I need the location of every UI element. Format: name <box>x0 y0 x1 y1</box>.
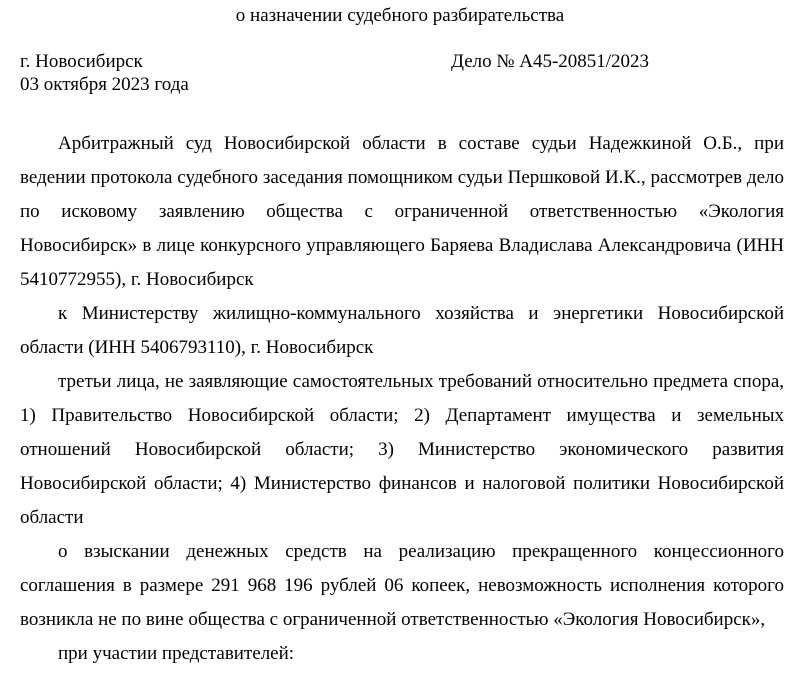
paragraph-defendant: к Министерству жилищно-коммунального хозяйства и энергетики Новосибирской области (ИНН 5406793110), г. Новосибирск <box>20 303 784 358</box>
paragraph-court-composition: Арбитражный суд Новосибирской области в составе судьи Надежкиной О.Б., при ведении протокола судебного заседания помощником судьи Першковой И.К., рассмотрев дело по исковому заявлению общества с ограниченной ответственностью «Экология Новосибирск» в лице конкурсного управляющего Баряева Владислава Александровича (ИНН 5410772955), г. Новосибирск <box>20 133 784 290</box>
document-title: о назначении судебного разбирательства <box>235 5 565 26</box>
paragraph-representatives: при участии представителей: <box>58 643 295 664</box>
city: г. Новосибирск <box>20 51 143 72</box>
case-number: Дело № А45-20851/2023 <box>451 51 650 72</box>
document-date: 03 октября 2023 года <box>20 74 189 95</box>
document-body <box>20 127 784 671</box>
paragraph-claim-subject: о взыскании денежных средств на реализацию прекращенного концессионного соглашения в размере 291 968 196 рублей 06 копеек, невозможность исполнения которого возникла не по вине общества с ограниченной ответственностью «Экология Новосибирск», <box>20 541 784 630</box>
paragraph-third-parties: третьи лица, не заявляющие самостоятельных требований относительно предмета спора, 1) Правительство Новосибирской области; 2) Департамент имущества и земельных отношений Новосибирской области; 3) Министерство экономического развития Новосибирской области; 4) Министерство финансов и налоговой политики Новосибирской области <box>20 371 784 528</box>
